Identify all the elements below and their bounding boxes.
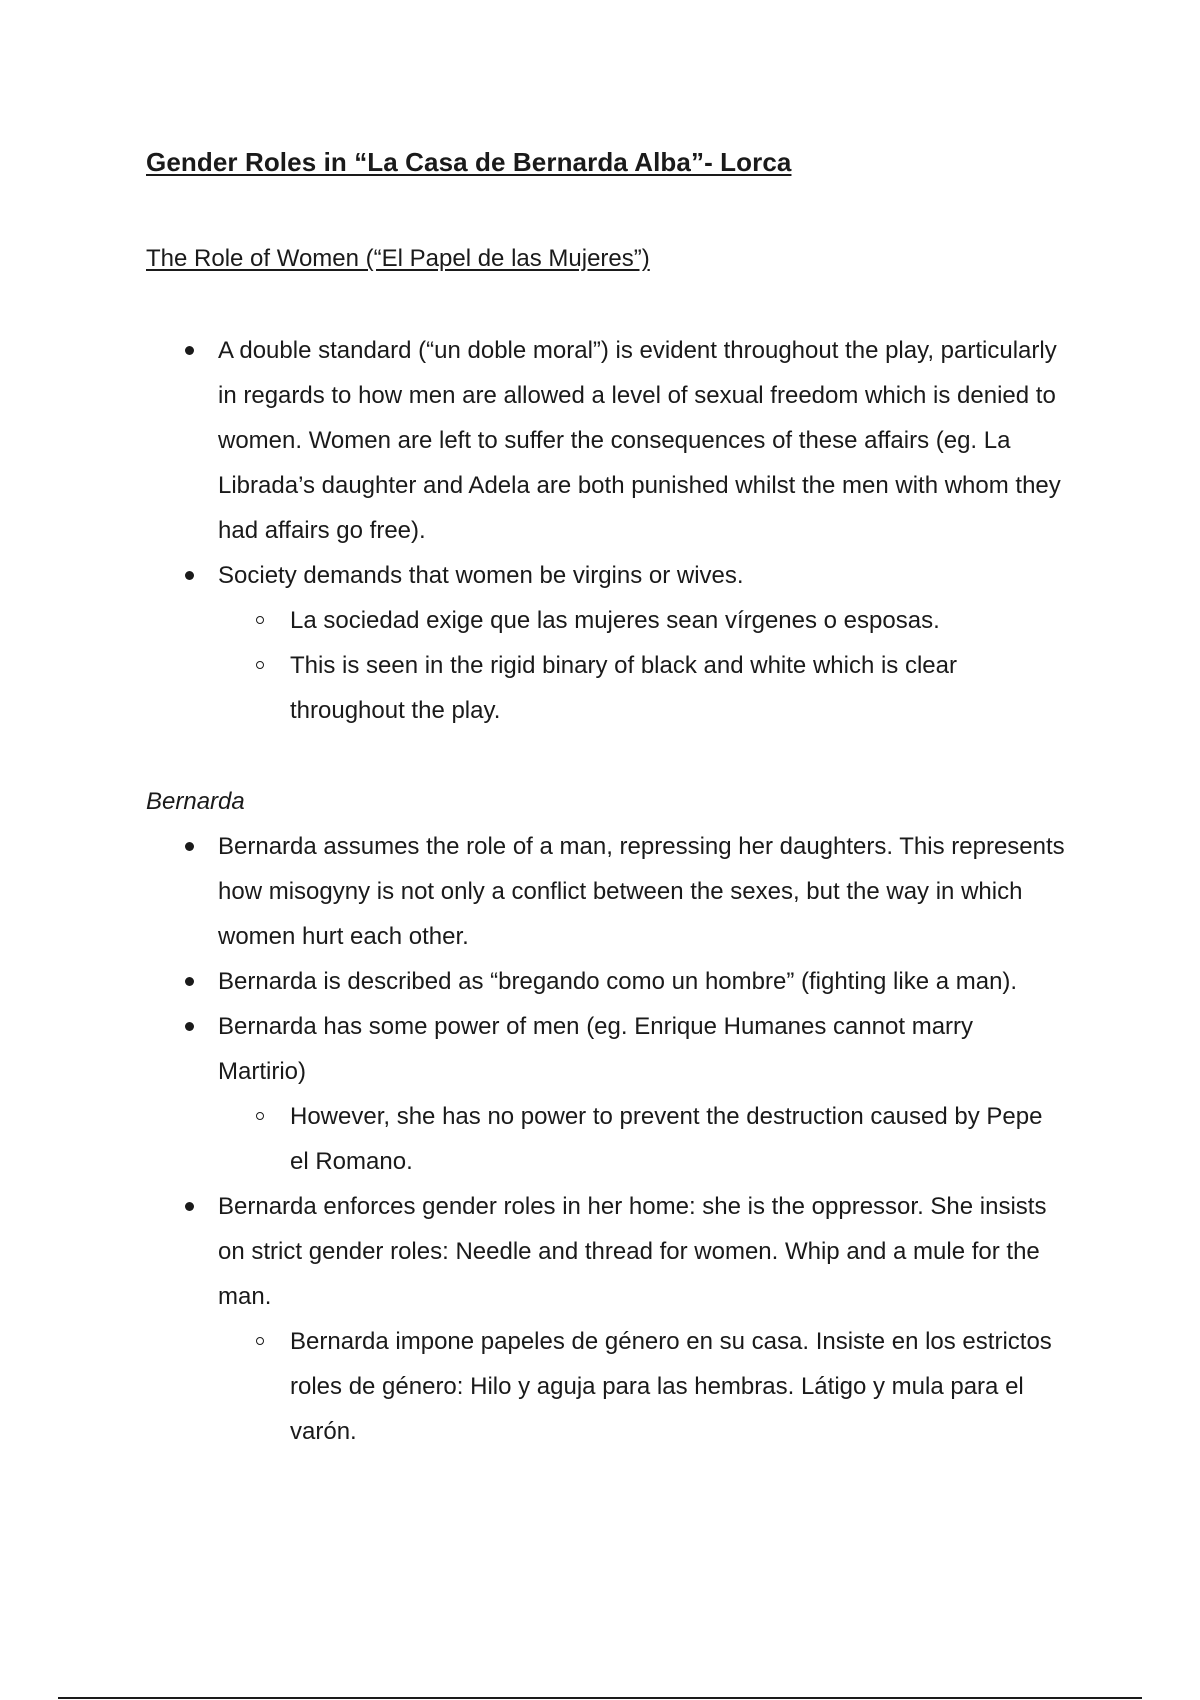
- bullet-text: Bernarda is described as “bregando como un hombre” (fighting like a man).: [218, 968, 1018, 995]
- section-heading-role-of-women: The Role of Women (“El Papel de las Mujeres”): [146, 245, 650, 272]
- sub-bullet-item: [218, 1094, 1066, 1184]
- bullet-text: A double standard (“un doble moral”) is evident throughout the play, particularly in regards to how men are allowed a level of sexual freedom which is denied to women. Women are left to suffer the consequences of these affairs (eg. La Librada’s daughter and Adela are both punished whilst the men with whom they had affairs go free).: [218, 337, 1061, 544]
- sub-bullet-text: This is seen in the rigid binary of black and white which is clear throughout the play.: [290, 652, 957, 724]
- role-of-women-list: [146, 328, 1066, 733]
- bullet-item: [146, 1184, 1066, 1454]
- sub-bullet-text: La sociedad exige que las mujeres sean vírgenes o esposas.: [290, 607, 940, 634]
- bullet-item: [146, 824, 1066, 959]
- sub-list: [218, 598, 1066, 733]
- bullet-text: Bernarda assumes the role of a man, repressing her daughters. This represents how misogyny is not only a conflict between the sexes, but the way in which women hurt each other.: [218, 833, 1065, 950]
- bullet-item: [146, 1004, 1066, 1184]
- sub-bullet-item: [218, 1319, 1066, 1454]
- sub-bullet-item: [218, 598, 1066, 643]
- bullet-text: Bernarda has some power of men (eg. Enrique Humanes cannot marry Martirio): [218, 1013, 974, 1085]
- sub-bullet-text: However, she has no power to prevent the destruction caused by Pepe el Romano.: [290, 1103, 1043, 1175]
- bullet-text: Society demands that women be virgins or wives.: [218, 562, 744, 589]
- bullet-item: [146, 959, 1066, 1004]
- sub-bullet-item: [218, 643, 1066, 733]
- bullet-item: [146, 328, 1066, 553]
- bullet-item: [146, 553, 1066, 733]
- bernarda-list: [146, 824, 1066, 1454]
- bullet-text: Bernarda enforces gender roles in her home: she is the oppressor. She insists on strict gender roles: Needle and thread for women. Whip and a mule for the man.: [218, 1193, 1047, 1310]
- section-heading-bernarda: Bernarda: [146, 788, 245, 815]
- sub-list: [218, 1319, 1066, 1454]
- sub-bullet-text: Bernarda impone papeles de género en su casa. Insiste en los estrictos roles de género: Hilo y aguja para las hembras. Látigo y mula para el varón.: [290, 1328, 1052, 1445]
- page-bottom-divider: [58, 1697, 1142, 1699]
- sub-list: [218, 1094, 1066, 1184]
- document-title: Gender Roles in “La Casa de Bernarda Alba”- Lorca: [146, 147, 792, 177]
